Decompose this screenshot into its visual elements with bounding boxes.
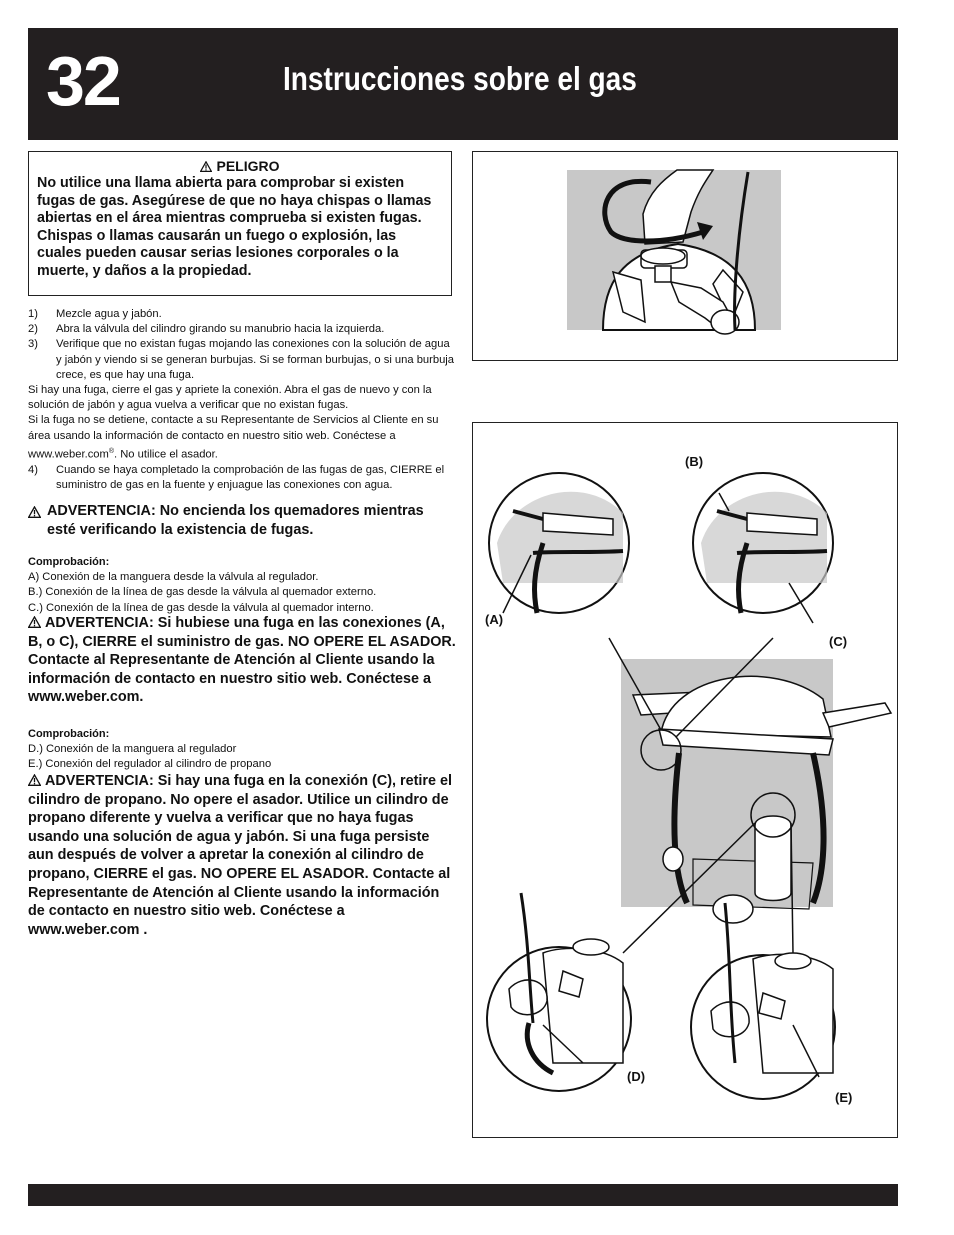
warning-triangle-icon xyxy=(28,774,41,786)
callout-c: (C) xyxy=(829,634,848,649)
warning-3-text: ADVERTENCIA: Si hay una fuga en la conexión (C), retire el cilindro de propano. No opere el asador. Utilice un cilindro de propano diferente y vuelva a verificar que no haya fugas usando una solución de agua y jabón. Si una fuga persiste aun después de volver a apretar la conexión al cilindro de propano, CIERRE el gas. NO OPERE EL ASADOR. Contacte al Representante de Atención al Cliente usando la información de contacto en nuestro sitio web. Conéctese a www.weber.com . xyxy=(28,773,453,938)
page-title: Instrucciones sobre el gas xyxy=(283,60,637,97)
warning-triangle-icon xyxy=(28,616,41,628)
check-1-item: B.) Conexión de la línea de gas desde la válvula al quemador externo. xyxy=(28,586,377,599)
check-1-item: C.) Conexión de la línea de gas desde la válvula al quemador interno. xyxy=(28,601,374,614)
callout-b: (B) xyxy=(685,454,704,469)
grill-connections-drawing xyxy=(473,423,897,1137)
step-2: 2) Abra la válvula del cilindro girando su manubrio hacia la izquierda. xyxy=(28,323,385,336)
valve-open-illustration xyxy=(472,151,898,361)
page-footer-bar xyxy=(28,1184,898,1206)
leak-paragraph-2: Si la fuga no se detiene, contacte a su Representante de Servicios al Cliente en su área usando la información de contacto en nuestro sitio web. Conéctese a www.weber.com®. No utilice el asador. xyxy=(28,414,439,461)
danger-box xyxy=(28,151,452,296)
warning-triangle-icon xyxy=(28,506,41,518)
check-2-label: Comprobación: xyxy=(28,728,110,740)
callout-e: (E) xyxy=(835,1090,853,1105)
warning-2-text: ADVERTENCIA: Si hubiese una fuga en las conexiones (A, B, o C), CIERRE el suministro de gas. NO OPERE EL ASADOR. Contacte al Representante de Atención al Cliente usando la información de contacto en nuestro sitio web. Conéctese a www.weber.com. xyxy=(28,615,456,706)
check-list-2 xyxy=(28,727,456,773)
check-list-1 xyxy=(28,555,456,616)
callout-a: (A) xyxy=(485,612,504,627)
cylinder-valve-drawing xyxy=(473,152,897,360)
warning-1 xyxy=(28,502,456,539)
danger-text: No utilice una llama abierta para comprobar si existen fugas de gas. Asegúrese de que no haya chispas o llamas abiertas en el área mientras comprueba si existen fugas. Chispas o llamas causarán un fuego o explosión, las cuales pueden causar serias lesiones corporales o la muerte, y daños a la propiedad. xyxy=(37,175,432,279)
danger-heading xyxy=(37,158,443,174)
callout-d: (D) xyxy=(627,1069,646,1084)
check-2-item: E.) Conexión del regulador al cilindro de propano xyxy=(28,758,272,771)
page-number: 32 xyxy=(46,42,120,120)
step-1: 1) Mezcle agua y jabón. xyxy=(28,308,162,320)
danger-title: PELIGRO xyxy=(216,158,280,174)
check-1-item: A) Conexión de la manguera desde la válvula al regulador. xyxy=(28,571,319,584)
warning-1-text: ADVERTENCIA: No encienda los quemadores mientras esté verificando la existencia de fugas. xyxy=(47,503,424,538)
leak-check-steps xyxy=(28,307,456,493)
page-header xyxy=(28,28,898,140)
warning-triangle-icon xyxy=(200,161,212,172)
grill-leak-check-illustration xyxy=(472,422,898,1138)
warning-3 xyxy=(28,772,456,939)
check-2-item: D.) Conexión de la manguera al regulador xyxy=(28,743,237,756)
step-3: 3) Verifique que no existan fugas mojando las conexiones con la solución de agua y jabón y viendo si se generan burbujas. Si se forman burbujas, o si una burbuja crece, es que hay una fuga. xyxy=(28,338,455,381)
warning-2 xyxy=(28,614,456,707)
check-1-label: Comprobación: xyxy=(28,556,110,568)
step-4: 4) Cuando se haya completado la comprobación de las fugas de gas, CIERRE el suministro de gas en la fuente y enjuague las conexiones con agua. xyxy=(28,463,445,491)
leak-paragraph-1: Si hay una fuga, cierre el gas y apriete la conexión. Abra el gas de nuevo y con la solución de jabón y agua vuelva a verificar que no existan fugas. xyxy=(28,384,432,412)
